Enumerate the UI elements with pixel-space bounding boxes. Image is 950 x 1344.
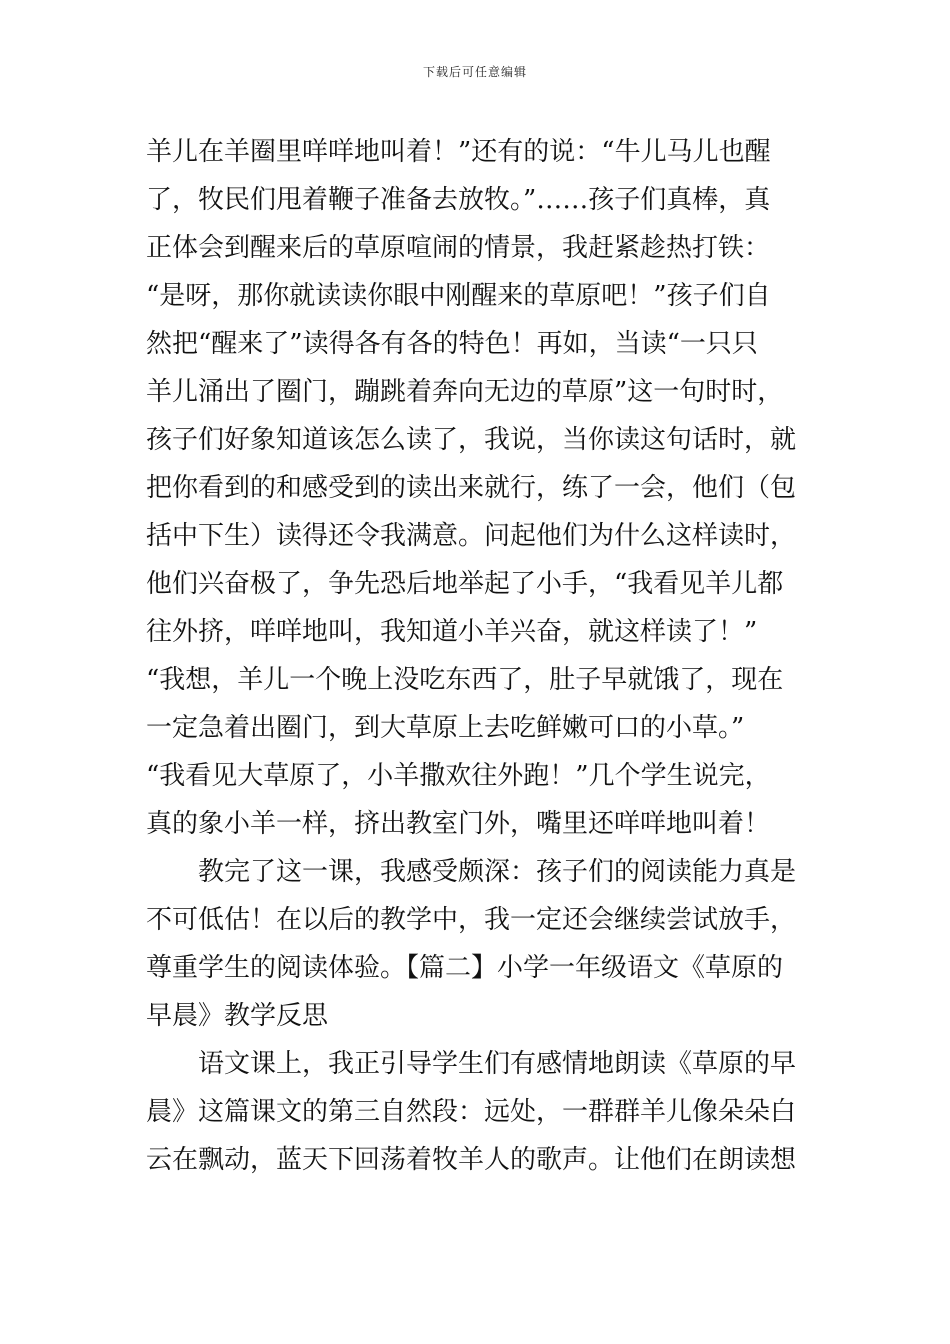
page-header: 下载后可任意编辑	[422, 65, 527, 79]
text-line: 不可低估！在以后的教学中，我一定还会继续尝试放手，	[146, 905, 797, 935]
text-line: 括中下生）读得还令我满意。问起他们为什么这样读时，	[146, 521, 797, 551]
text-line: 往外挤，咩咩地叫，我知道小羊兴奋，就这样读了！”	[146, 617, 758, 647]
text-line: 语文课上，我正引导学生们有感情地朗读《草原的早	[198, 1049, 797, 1079]
text-line: 羊儿涌出了圈门，蹦跳着奔向无边的草原”这一句时时，	[146, 377, 784, 407]
text-line: 晨》这篇课文的第三自然段：远处，一群群羊儿像朵朵白	[146, 1097, 797, 1127]
text-line: 羊儿在羊圈里咩咩地叫着！”还有的说：“牛儿马儿也醒	[146, 137, 771, 167]
text-line: 云在飘动，蓝天下回荡着牧羊人的歌声。让他们在朗读想	[146, 1145, 797, 1175]
text-line: 教完了这一课，我感受颇深：孩子们的阅读能力真是	[198, 857, 797, 887]
text-line: 他们兴奋极了，争先恐后地举起了小手，“我看见羊儿都	[146, 569, 784, 599]
text-line: 尊重学生的阅读体验。【篇二】小学一年级语文《草原的	[146, 953, 784, 983]
text-line: 真的象小羊一样，挤出教室门外，嘴里还咩咩地叫着！	[146, 809, 771, 839]
text-line: “我看见大草原了，小羊撒欢往外跑！”几个学生说完，	[146, 761, 771, 791]
text-line: “是呀，那你就读读你眼中刚醒来的草原吧！”孩子们自	[146, 281, 771, 311]
text-line: 早晨》教学反思	[146, 1001, 329, 1031]
text-line: 一定急着出圈门，到大草原上去吃鲜嫩可口的小草。”	[146, 713, 745, 743]
text-line: 正体会到醒来后的草原喧闹的情景，我赶紧趁热打铁：	[146, 233, 771, 263]
text-line: “我想，羊儿一个晚上没吃东西了，肚子早就饿了，现在	[146, 665, 784, 695]
text-line: 然把“醒来了”读得各有各的特色！再如，当读“一只只	[146, 329, 758, 359]
text-line: 孩子们好象知道该怎么读了，我说，当你读这句话时，就	[146, 425, 797, 455]
text-line: 了，牧民们甩着鞭子准备去放牧。”……孩子们真棒，真	[146, 185, 771, 215]
text-line: 把你看到的和感受到的读出来就行，练了一会，他们（包	[146, 473, 797, 503]
document-body	[146, 128, 814, 1184]
